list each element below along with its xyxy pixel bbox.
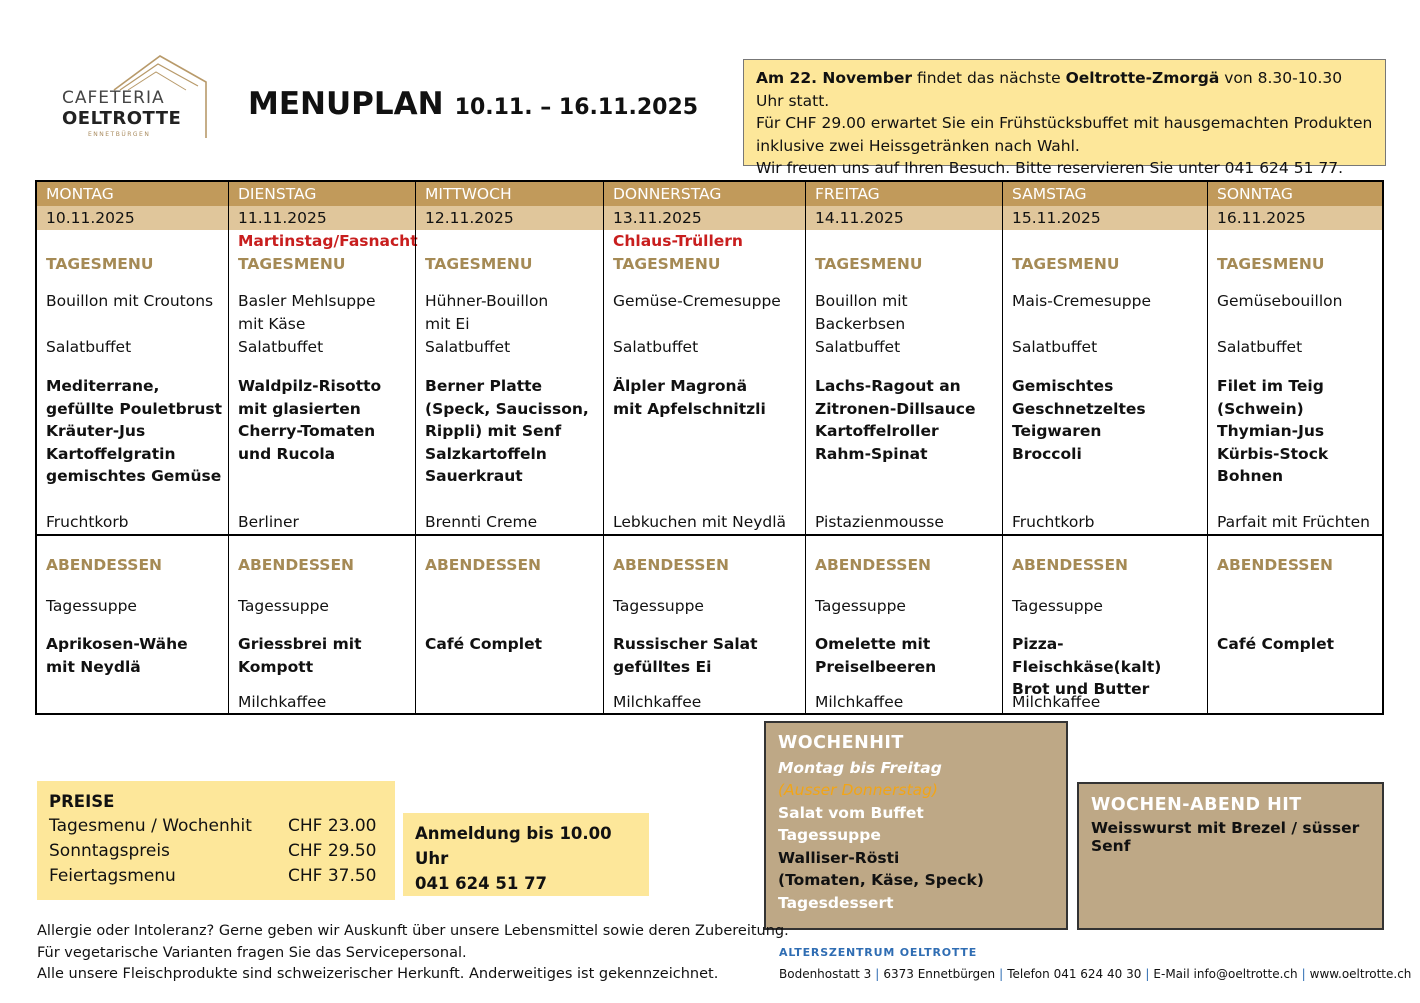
lunch-main-dish: Gemischtes Geschnetzeltes Teigwaren Broccoli xyxy=(1012,377,1146,463)
price-row xyxy=(49,839,383,864)
dinner-label: ABENDESSEN xyxy=(815,556,932,574)
address-email[interactable]: E-Mail info@oeltrotte.ch xyxy=(1153,967,1298,981)
day-column-donnerstag xyxy=(603,182,805,713)
wochenhit-item-salad: Salat vom Buffet xyxy=(778,803,924,822)
dinner-main-dish: Pizza-Fleischkäse(kalt) Brot und Butter xyxy=(1012,635,1162,698)
wochenhit-exception: (Ausser Donnerstag) xyxy=(778,781,938,799)
wochenhit-item-dessert: Tagesdessert xyxy=(778,893,894,912)
lunch-dessert: Berliner xyxy=(238,513,299,531)
title-dates: 10.11. – 16.11.2025 xyxy=(454,95,699,120)
dinner-main-dish: Café Complet xyxy=(1217,635,1334,653)
day-column-dienstag xyxy=(228,182,418,713)
wochenhit-item-soup: Tagessuppe xyxy=(778,826,881,844)
lunch-dessert: Brennti Creme xyxy=(425,513,538,531)
day-date: 12.11.2025 xyxy=(416,206,603,230)
logo-line-place: ENNETBÜRGEN xyxy=(88,131,151,138)
dinner-soup: Tagessuppe xyxy=(238,597,329,615)
address-street: Bodenhostatt 3 xyxy=(779,967,872,981)
lunch-salad: Salatbuffet xyxy=(1012,338,1098,356)
lunch-label: TAGESMENU xyxy=(425,255,533,273)
dinner-drink: Milchkaffee xyxy=(1012,693,1101,711)
day-column-samstag xyxy=(1002,182,1207,713)
lunch-main-dish: Mediterrane, gefüllte Pouletbrust Kräuter-Jus Kartoffelgratin gemischtes Gemüse xyxy=(46,377,223,485)
address-line: Bodenhostatt 3 | 6373 Ennetbürgen | Telefon 041 624 40 30 | E-Mail info@oeltrotte.ch | www.oeltrotte.ch xyxy=(779,967,1412,981)
logo-line-cafeteria: CAFETERIA xyxy=(62,88,165,108)
day-column-sonntag xyxy=(1207,182,1382,713)
lunch-dessert: Parfait mit Früchten xyxy=(1217,513,1370,531)
notice-text-2: von 8.30-10.30 Uhr statt. xyxy=(756,69,1343,110)
allergy-note xyxy=(37,921,789,986)
day-name: SONNTAG xyxy=(1208,182,1382,206)
notice-line-2: Für CHF 29.00 erwartet Sie ein Frühstücksbuffet mit hausgemachten Produkten xyxy=(756,114,1373,132)
dinner-label: ABENDESSEN xyxy=(425,556,542,574)
notice-line-1 xyxy=(756,67,1373,112)
day-date: 10.11.2025 xyxy=(37,206,228,230)
day-name: FREITAG xyxy=(806,182,1002,206)
lunch-label: TAGESMENU xyxy=(238,255,346,273)
zmorga-notice xyxy=(743,59,1386,177)
lunch-soup: Basler Mehlsuppe mit Käse xyxy=(238,292,376,333)
day-date: 15.11.2025 xyxy=(1003,206,1207,230)
lunch-soup: Mais-Cremesuppe xyxy=(1012,292,1151,310)
day-date: 16.11.2025 xyxy=(1208,206,1382,230)
lunch-main-dish: Älpler Magronä mit Apfelschnitzli xyxy=(613,377,766,418)
dinner-soup: Tagessuppe xyxy=(613,597,704,615)
lunch-dessert: Lebkuchen mit Neydlä xyxy=(613,513,787,531)
lunch-main-dish: Waldpilz-Risotto mit glasierten Cherry-Tomaten und Rucola xyxy=(238,377,382,463)
note-line-1: Allergie oder Intoleranz? Gerne geben wir Auskunft über unsere Lebensmittel sowie deren Zubereitung. xyxy=(37,923,789,939)
dinner-main-dish: Russischer Salat gefülltes Ei xyxy=(613,635,758,676)
lunch-dessert: Fruchtkorb xyxy=(1012,513,1095,531)
dinner-label: ABENDESSEN xyxy=(613,556,730,574)
price-value: CHF 29.50 xyxy=(288,841,377,861)
notice-event: Oeltrotte-Zmorgä xyxy=(1065,69,1220,87)
lunch-main-dish: Lachs-Ragout an Zitronen-Dillsauce Kartoffelroller Rahm-Spinat xyxy=(815,377,976,463)
dinner-label: ABENDESSEN xyxy=(238,556,355,574)
title-main: MENUPLAN xyxy=(248,86,444,122)
lunch-salad: Salatbuffet xyxy=(815,338,901,356)
registration-box xyxy=(403,813,649,896)
logo-line-oeltrotte: OELTROTTE xyxy=(62,108,182,129)
lunch-dessert: Fruchtkorb xyxy=(46,513,129,531)
prices-title: PREISE xyxy=(49,792,115,811)
dinner-label: ABENDESSEN xyxy=(46,556,163,574)
wochenhit-title: WOCHENHIT xyxy=(778,733,904,753)
dinner-main-dish: Café Complet xyxy=(425,635,542,653)
lunch-label: TAGESMENU xyxy=(46,255,154,273)
note-line-3: Alle unsere Fleischprodukte sind schweizerischer Herkunft. Anderweitiges ist gekennzeichnet. xyxy=(37,966,719,982)
wochenhit-box xyxy=(764,721,1068,930)
abendhit-text: Weisswurst mit Brezel / süsser Senf xyxy=(1091,819,1360,855)
notice-line-3: inklusive zwei Heissgetränken nach Wahl. xyxy=(756,136,1080,155)
lunch-soup: Gemüse-Cremesuppe xyxy=(613,292,781,310)
lunch-salad: Salatbuffet xyxy=(238,338,324,356)
notice-date: Am 22. November xyxy=(756,69,913,87)
day-name: MITTWOCH xyxy=(416,182,603,206)
dinner-main-dish: Griessbrei mit Kompott xyxy=(238,635,362,676)
prices-box xyxy=(37,781,395,900)
dinner-drink: Milchkaffee xyxy=(238,693,327,711)
day-column-montag xyxy=(37,182,228,713)
lunch-soup: Gemüsebouillon xyxy=(1217,292,1343,310)
dinner-soup: Tagessuppe xyxy=(1012,597,1103,615)
dinner-drink: Milchkaffee xyxy=(815,693,904,711)
registration-phone: 041 624 51 77 xyxy=(415,874,548,893)
lunch-dessert: Pistazienmousse xyxy=(815,513,944,531)
lunch-soup: Bouillon mit Croutons xyxy=(46,292,214,310)
lunch-salad: Salatbuffet xyxy=(1217,338,1303,356)
registration-deadline: Anmeldung bis 10.00 Uhr xyxy=(415,824,612,868)
day-column-mittwoch xyxy=(415,182,603,713)
price-label: Tagesmenu / Wochenhit xyxy=(49,816,252,836)
price-row xyxy=(49,814,383,839)
day-date: 14.11.2025 xyxy=(806,206,1002,230)
abendhit-box xyxy=(1077,782,1384,930)
address-city: 6373 Ennetbürgen xyxy=(883,967,996,981)
cafeteria-logo xyxy=(58,50,208,142)
day-column-freitag xyxy=(805,182,1002,713)
dinner-label: ABENDESSEN xyxy=(1012,556,1129,574)
abendhit-title: WOCHEN-ABEND HIT xyxy=(1091,795,1302,815)
price-row xyxy=(49,864,383,889)
lunch-salad: Salatbuffet xyxy=(425,338,511,356)
weekly-menu-table xyxy=(35,180,1384,715)
dinner-soup: Tagessuppe xyxy=(815,597,906,615)
day-name: DONNERSTAG xyxy=(604,182,805,206)
address-footer xyxy=(779,946,1412,981)
price-list xyxy=(49,814,383,889)
lunch-label: TAGESMENU xyxy=(815,255,923,273)
lunch-label: TAGESMENU xyxy=(1217,255,1325,273)
lunch-main-dish: Berner Platte (Speck, Saucisson, Rippli) mit Senf Salzkartoffeln Sauerkraut xyxy=(425,377,589,485)
day-special-event: Chlaus-Trüllern xyxy=(613,232,743,250)
notice-line-4: Wir freuen uns auf Ihren Besuch. Bitte reservieren Sie unter 041 624 51 77. xyxy=(756,159,1344,177)
lunch-soup: Hühner-Bouillon mit Ei xyxy=(425,292,549,333)
wochenhit-item-main-detail: (Tomaten, Käse, Speck) xyxy=(778,871,984,889)
lunch-label: TAGESMENU xyxy=(613,255,721,273)
lunch-salad: Salatbuffet xyxy=(613,338,699,356)
day-name: DIENSTAG xyxy=(229,182,415,206)
note-line-2: Für vegetarische Varianten fragen Sie das Servicepersonal. xyxy=(37,944,467,961)
address-title: ALTERSZENTRUM OELTROTTE xyxy=(779,946,978,959)
price-label: Feiertagsmenu xyxy=(49,866,176,886)
price-value: CHF 23.00 xyxy=(288,816,377,836)
price-label: Sonntagspreis xyxy=(49,841,170,861)
lunch-soup: Bouillon mit Backerbsen xyxy=(815,292,908,333)
wochenhit-subtitle: Montag bis Freitag xyxy=(778,758,942,777)
price-value: CHF 37.50 xyxy=(288,866,377,886)
address-phone: Telefon 041 624 40 30 xyxy=(1007,967,1142,981)
day-date: 11.11.2025 xyxy=(229,206,415,230)
lunch-label: TAGESMENU xyxy=(1012,255,1120,273)
day-name: SAMSTAG xyxy=(1003,182,1207,206)
wochenhit-item-main: Walliser-Rösti xyxy=(778,848,900,867)
dinner-label: ABENDESSEN xyxy=(1217,556,1334,574)
dinner-drink: Milchkaffee xyxy=(613,693,702,711)
notice-text-1: findet das nächste xyxy=(912,69,1066,87)
lunch-salad: Salatbuffet xyxy=(46,338,132,356)
dinner-main-dish: Omelette mit Preiselbeeren xyxy=(815,635,937,676)
day-name: MONTAG xyxy=(37,182,228,206)
day-special-event: Martinstag/Fasnacht xyxy=(238,232,418,250)
lunch-main-dish: Filet im Teig (Schwein) Thymian-Jus Kürbis-Stock Bohnen xyxy=(1217,377,1329,485)
page-title xyxy=(248,86,698,122)
address-website[interactable]: www.oeltrotte.ch xyxy=(1309,967,1412,981)
dinner-main-dish: Aprikosen-Wähe mit Neydlä xyxy=(46,635,188,676)
day-date: 13.11.2025 xyxy=(604,206,805,230)
dinner-soup: Tagessuppe xyxy=(46,597,137,615)
